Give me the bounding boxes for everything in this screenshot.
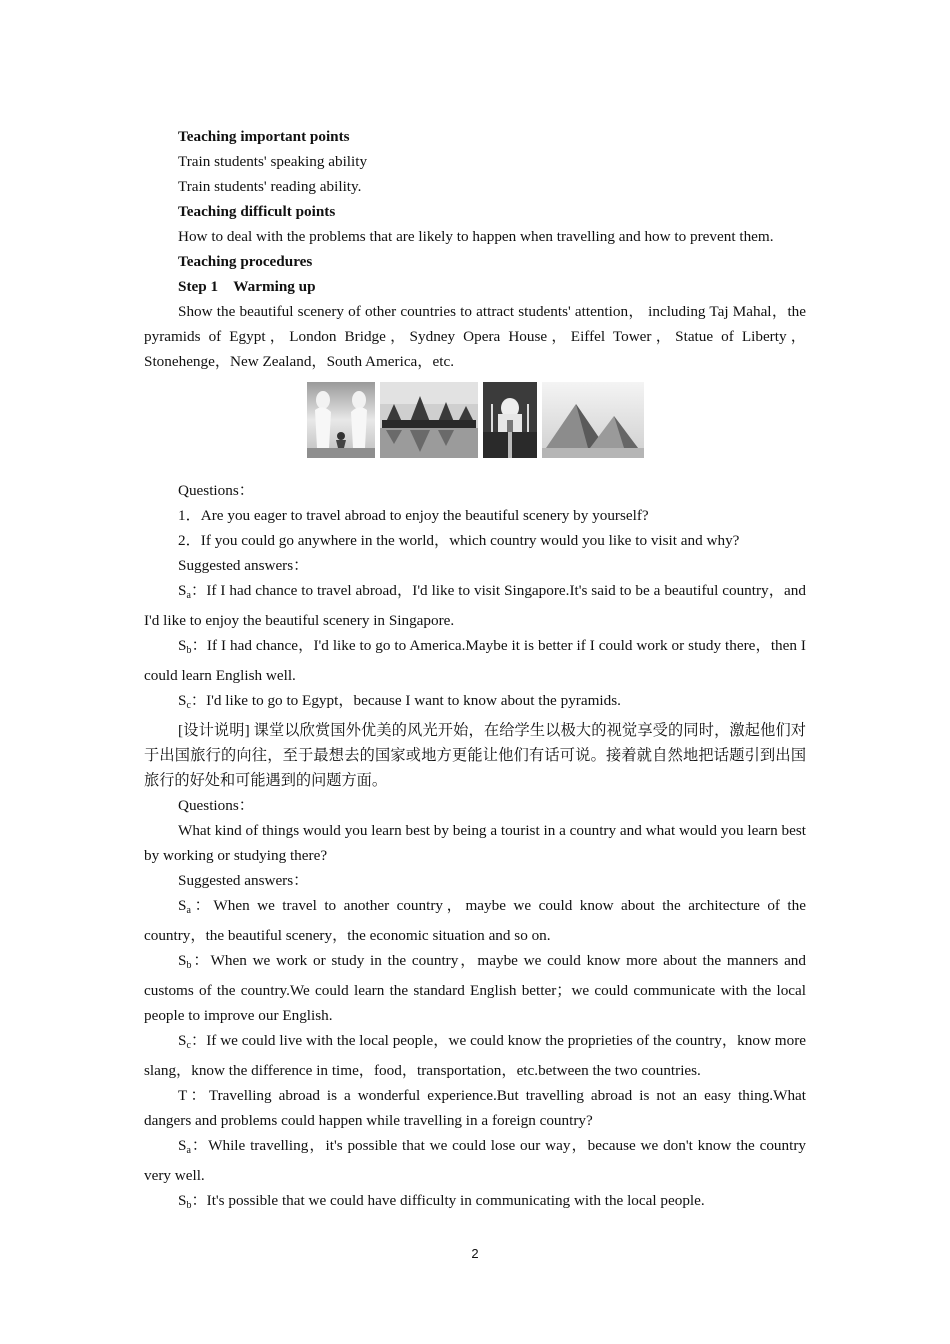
step-1-intro: Show the beautiful scenery of other countries to attract students' attention， including Taj Mahal，the pyramids of Egypt，London Bridge，Sydney Opera House，Eiffel Tower，Statue of Liberty，Stonehenge，New Zealand，South America，etc. [144, 303, 806, 370]
questions-label-2: Questions： [178, 797, 254, 814]
dialogue-sa: $S_a$：While travelling，it's possible that we could lose our way，because we don't know the country very well. [144, 1137, 806, 1184]
step-1-heading: Step 1 Warming up [178, 278, 316, 295]
answer-sb-1: $S_b$：If I had chance，I'd like to go to America.Maybe it is better if I could work or study there，then I could learn English well. [144, 637, 806, 684]
pyramids-image [542, 382, 644, 458]
design-note: [设计说明] 课堂以欣赏国外优美的风光开始，在给学生以极大的视觉享受的同时，激起他们对于出国旅行的向往，至于最想去的国家或地方更能让他们有话可说。接着就自然地把话题引到出国旅行的好处和可能遇到的问题方面。 [144, 722, 806, 789]
document-page [144, 124, 806, 1218]
difficult-points-text: How to deal with the problems that are likely to happen when travelling and how to prevent them. [178, 228, 774, 245]
dialogue-teacher: T：Travelling abroad is a wonderful experience.But travelling abroad is not an easy thing.What dangers and problems could happen while travelling in a foreign country? [144, 1087, 806, 1129]
question-2: 2．If you could go anywhere in the world，which country would you like to visit and why? [178, 532, 740, 549]
dialogue-sb: $S_b$：It's possible that we could have difficulty in communicating with the local people. [178, 1192, 705, 1211]
statues-image [307, 382, 375, 458]
page-number: 2 [471, 1246, 479, 1261]
taj-mahal-image [483, 382, 537, 458]
scenery-images [144, 378, 806, 458]
answer-sb-2: $S_b$：When we work or study in the country，maybe we could know more about the manners and customs of the country.We could learn the standard English better；we could communicate with the local people to improve our English. [144, 952, 806, 1024]
questions-label-1: Questions： [178, 482, 254, 499]
answer-sa-1: $S_a$：If I had chance to travel abroad，I'd like to visit Singapore.It's said to be a beautiful country，and I'd like to enjoy the beautiful scenery in Singapore. [144, 582, 806, 629]
answer-sc-2: $S_c$：If we could live with the local people，we could know the proprieties of the country，know more slang，know the difference in time，food，transportation，etc.between the two countries. [144, 1032, 806, 1079]
difficult-points-heading: Teaching difficult points [178, 203, 336, 220]
question-3: What kind of things would you learn best by being a tourist in a country and what would you learn best by working or studying there? [144, 822, 806, 864]
important-point-1: Train students' speaking ability [178, 153, 368, 170]
answer-sa-2: $S_a$：When we travel to another country，maybe we could know about the architecture of the country，the beautiful scenery，the economic situation and so on. [144, 897, 806, 944]
suggested-answers-label-1: Suggested answers： [178, 557, 309, 574]
answer-sc-1: $S_c$：I'd like to go to Egypt，because I want to know about the pyramids. [178, 692, 621, 711]
question-1: 1．Are you eager to travel abroad to enjoy the beautiful scenery by yourself? [178, 507, 649, 524]
important-point-2: Train students' reading ability. [178, 178, 362, 195]
suggested-answers-label-2: Suggested answers： [178, 872, 309, 889]
procedures-heading: Teaching procedures [178, 253, 313, 270]
temple-image [380, 382, 478, 458]
important-points-heading: Teaching important points [178, 128, 350, 145]
